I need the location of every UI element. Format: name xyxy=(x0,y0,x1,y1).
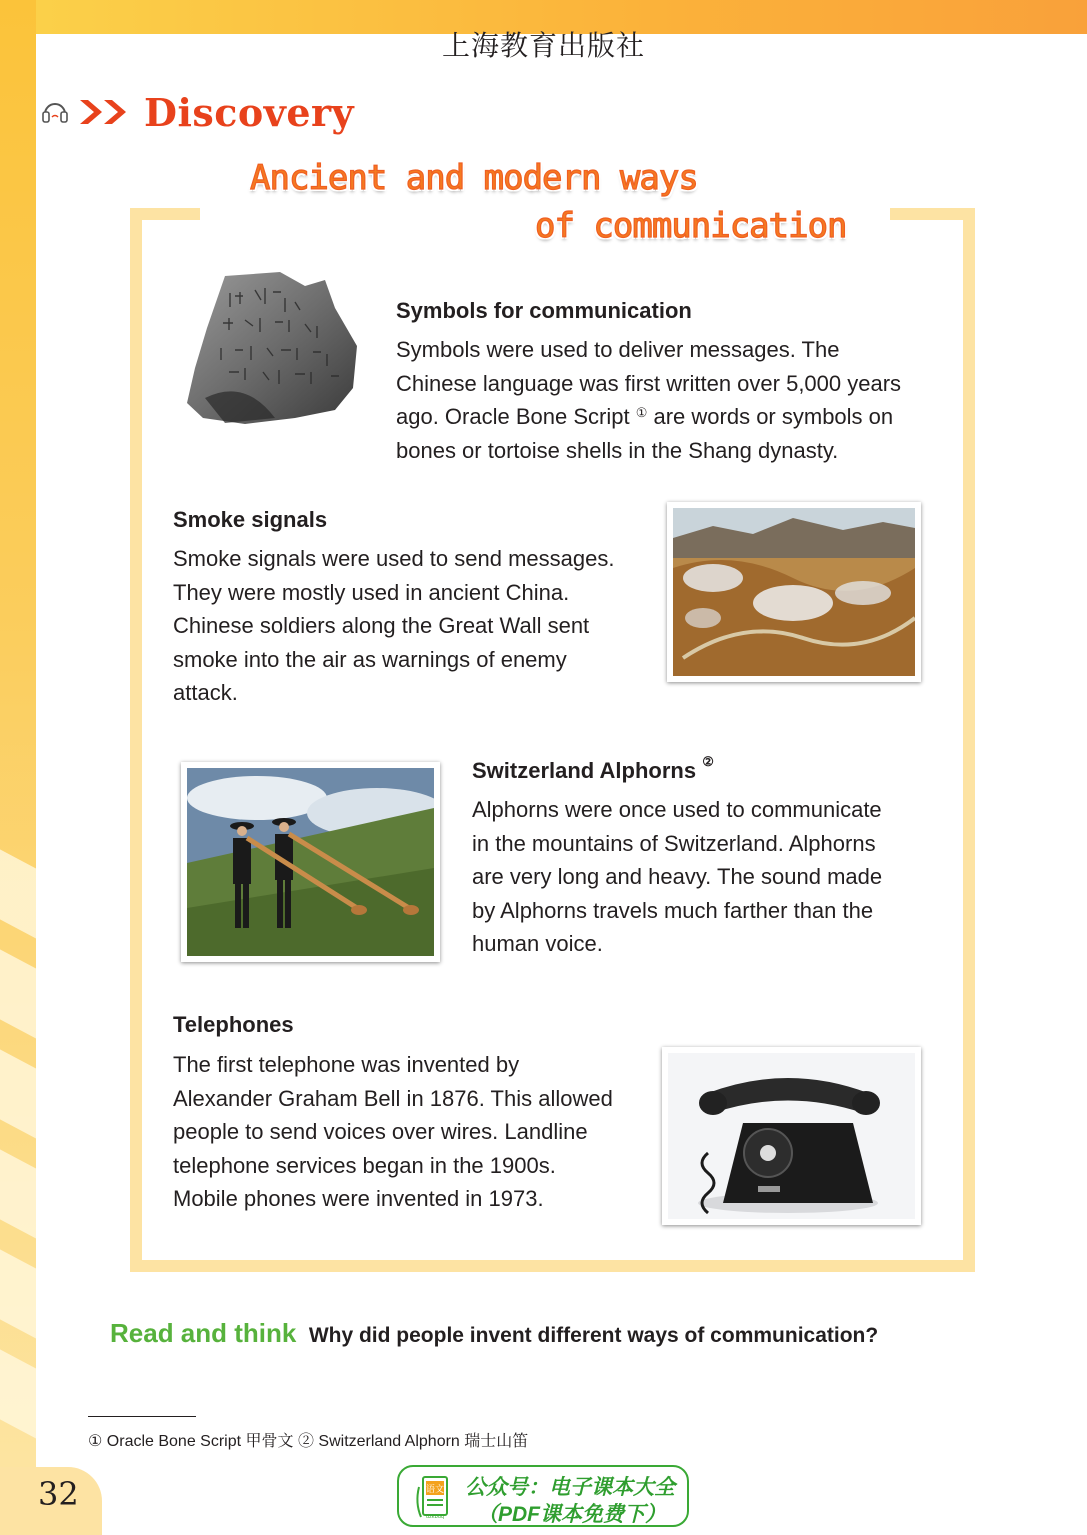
publisher-header: 上海教育出版社 xyxy=(441,29,645,62)
smoke-heading: Smoke signals xyxy=(173,507,328,532)
double-chevron-icon xyxy=(78,97,134,127)
rotary-telephone-photo xyxy=(662,1047,921,1225)
page-title-line2: of communication xyxy=(535,206,847,246)
watermark-line2: （PDF课本免费下） xyxy=(477,1503,666,1526)
watermark-badge[interactable] xyxy=(397,1465,689,1527)
read-and-think xyxy=(110,1318,878,1349)
alphorn-photo xyxy=(181,762,440,962)
watermark-line1: 公众号：电子课本大全 xyxy=(465,1476,675,1499)
book-icon xyxy=(413,1473,453,1521)
section-heading xyxy=(40,90,354,134)
great-wall-smoke-photo xyxy=(667,502,921,682)
read-and-think-question: Why did people invent different ways of communication? xyxy=(308,1324,879,1347)
read-and-think-label: Read and think xyxy=(110,1318,297,1348)
alphorn-paragraph: Alphorns were once used to communicate in the mountains of Switzerland. Alphorns are very long and heavy. The sound made by Alphorns travels much farther than the human voice. xyxy=(472,797,883,956)
svg-text:dzkbdq: dzkbdq xyxy=(425,1514,445,1520)
footnote-ref-2[interactable]: ② xyxy=(702,754,714,769)
telephone-heading: Telephones xyxy=(173,1012,294,1037)
svg-text:语文: 语文 xyxy=(425,1485,445,1495)
footnotes: ① Oracle Bone Script 甲骨文 ② Switzerland Alphorn 瑞士山笛 xyxy=(88,1433,529,1450)
footnote-ref-1[interactable]: ① xyxy=(635,405,648,420)
footnote-divider xyxy=(88,1416,196,1417)
alphorn-heading: Switzerland Alphorns ② xyxy=(472,754,714,783)
headset-icon[interactable] xyxy=(40,97,70,127)
smoke-paragraph: Smoke signals were used to send messages. They were mostly used in ancient China. Chinese soldiers along the Great Wall sent smoke into the air as warnings of enemy attack. xyxy=(173,546,615,705)
left-color-band xyxy=(0,0,36,1535)
oracle-bone-image xyxy=(185,268,365,428)
symbols-paragraph: Symbols were used to deliver messages. The Chinese language was first written over 5,000 years ago. Oracle Bone Script ① are words or symbols on bones or tortoise shells in the Shang dynasty. xyxy=(396,337,902,463)
section-title: Discovery xyxy=(144,89,355,135)
symbols-heading: Symbols for communication xyxy=(396,298,692,323)
page-number: 32 xyxy=(38,1475,79,1513)
page-title-line1: Ancient and modern ways xyxy=(250,158,698,198)
telephone-paragraph: The first telephone was invented by Alexander Graham Bell in 1876. This allowed people to send voices over wires. Landline telephone services began in the 1900s. Mobile phones were invented in 1973. xyxy=(173,1052,613,1211)
